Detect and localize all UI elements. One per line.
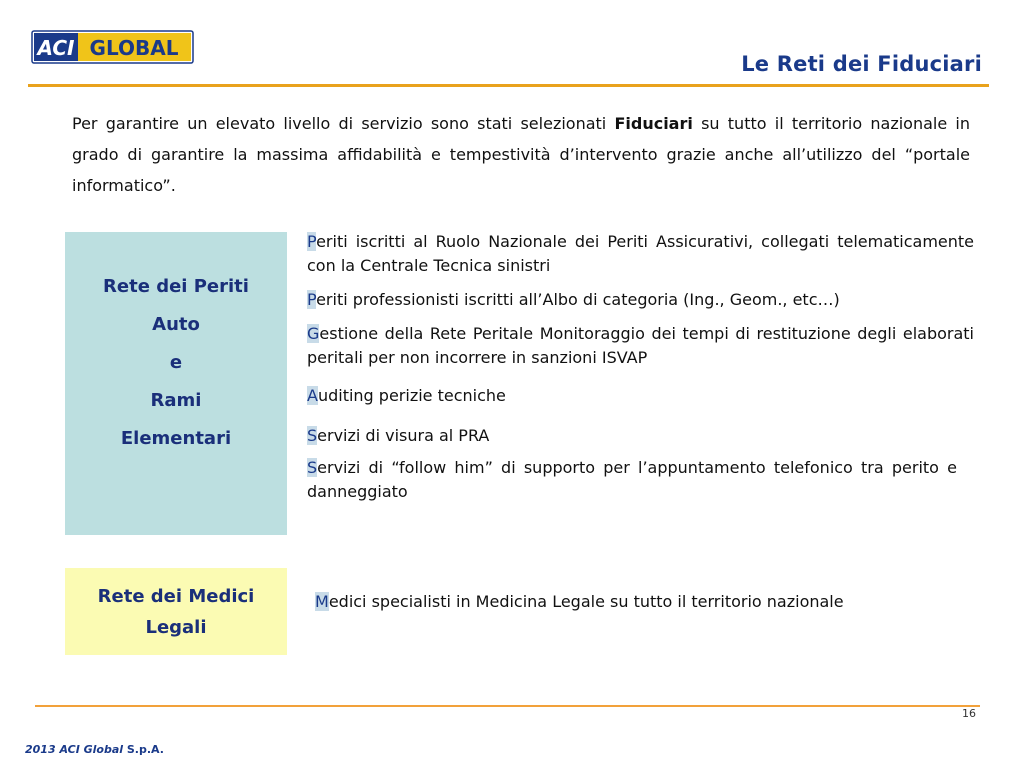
svg-text:GLOBAL: GLOBAL [89,36,179,60]
periti-box-line: Rami [150,390,202,411]
intro-text-after: su tutto il territorio nazionale in grado di garantire la massima affidabilità e tempestività d’intervento grazie anche all’utilizzo del “portale informatico”. [72,114,970,195]
list-item [307,424,974,448]
bullet-initial: A [307,386,318,405]
intro-text-before: Per garantire un elevato livello di servizio sono stati selezionati [72,114,615,133]
list-item [307,456,957,504]
medici-box-line: Legali [145,616,207,638]
bullet-text: eriti professionisti iscritti all’Albo di categoria (Ing., Geom., etc…) [316,290,840,309]
intro-text-strong: Fiduciari [614,114,693,133]
svg-text:ACI: ACI [37,36,75,60]
periti-box-line: e [169,352,183,373]
medici-box-line: Rete dei Medici [97,585,255,607]
bullet-initial: P [307,232,317,251]
page-title: Le Reti dei Fiduciari [741,52,982,76]
bullet-initial: S [307,426,318,445]
periti-network-box [65,232,287,535]
list-item [307,288,974,312]
copyright [25,743,164,756]
bullet-initial: P [307,290,317,309]
bullet-initial: G [307,324,320,343]
footer-divider [35,705,980,707]
periti-box-line: Elementari [120,428,232,449]
bullet-text: uditing perizie tecniche [317,386,506,405]
intro-paragraph [72,108,970,201]
bullet-text: eriti iscritti al Ruolo Nazionale dei Periti Assicurativi, collegati telematicamente con la Centrale Tecnica sinistri [307,232,974,275]
periti-bullet-list [307,230,974,504]
copyright-rest: S.p.A. [123,743,164,756]
medici-network-box [65,568,287,655]
bullet-text: ervizi di “follow him” di supporto per l’appuntamento telefonico tra perito e danneggiato [307,458,957,501]
header-divider [28,84,989,87]
list-item [307,230,974,278]
bullet-text: edici specialisti in Medicina Legale su tutto il territorio nazionale [328,592,844,611]
aci-global-logo [31,30,194,64]
list-item [307,322,974,370]
bullet-text: ervizi di visura al PRA [317,426,490,445]
copyright-italic: 2013 ACI Global [25,743,124,756]
bullet-text: estione della Rete Peritale Monitoraggio dei tempi di restituzione degli elaborati peritali per non incorrere in sanzioni ISVAP [307,324,974,367]
periti-box-line: Rete dei Periti [103,276,249,297]
bullet-initial: M [315,592,329,611]
medici-description [315,590,950,614]
list-item [307,384,974,408]
page-number: 16 [962,707,976,720]
periti-box-line: Auto [152,314,200,335]
bullet-initial: S [307,458,318,477]
